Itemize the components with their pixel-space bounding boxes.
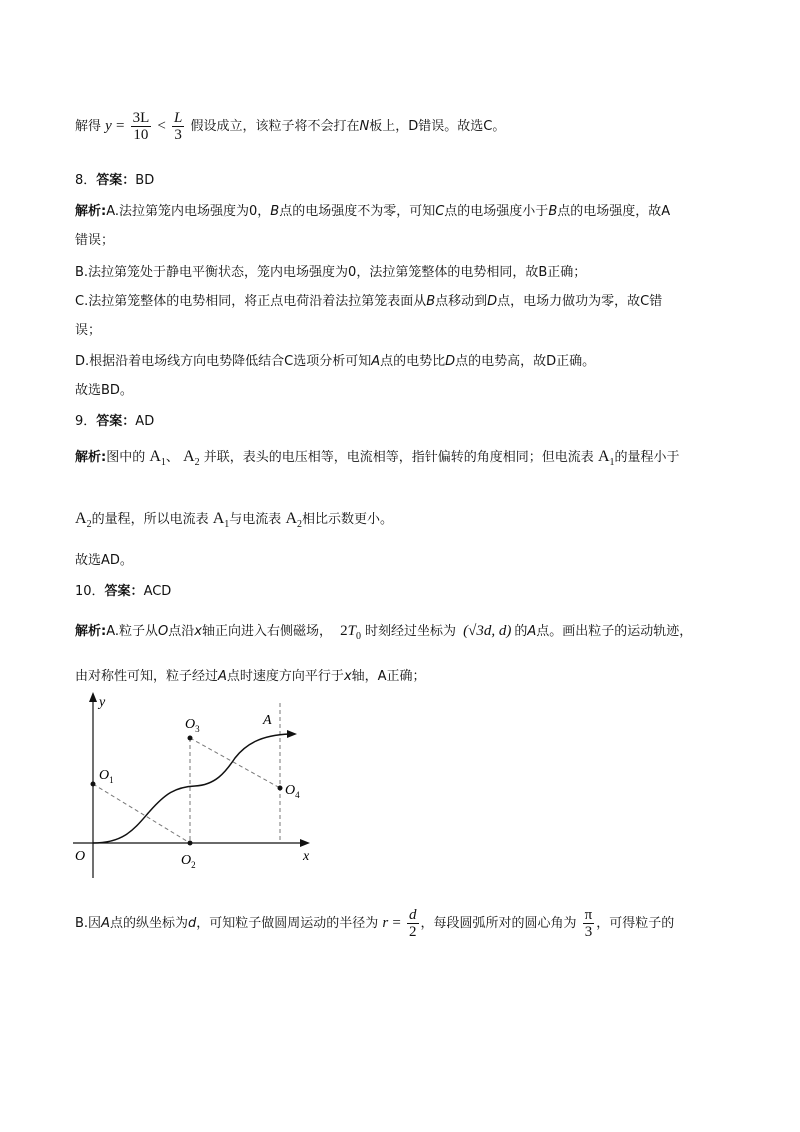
numerator: 3L	[132, 110, 150, 126]
fraction-3L-10	[131, 110, 152, 143]
o1-sub: 1	[109, 775, 114, 785]
text: B.因	[75, 916, 102, 931]
denominator: 3	[174, 127, 182, 143]
q8-header	[75, 172, 154, 190]
text: 并联，表头的电压相等，电流相等，指针偏转的角度相同；但电流表	[203, 450, 594, 465]
q8-analysis-d	[75, 353, 595, 371]
text: 轴，A正确；	[351, 669, 426, 684]
text: 板上，D错误。故选C。	[369, 119, 506, 134]
text: 相比示数更小。	[302, 512, 394, 527]
text: 点的电势比	[380, 354, 446, 369]
o1-label	[99, 768, 114, 785]
var: A	[527, 624, 537, 639]
text: 假设成立，该粒子将不会打在	[190, 119, 360, 134]
o4-letter: O	[285, 783, 296, 798]
subscript: 0	[355, 631, 361, 642]
text: 点，电场力做功为零，故C错	[497, 294, 663, 309]
text: A.粒子从	[106, 624, 159, 639]
text: 点的电场强度小于	[444, 204, 549, 219]
var: B	[548, 204, 558, 219]
q9-conclusion	[75, 552, 133, 570]
text: 故选BD。	[75, 383, 133, 398]
symbol: A	[149, 448, 161, 465]
less-than: <	[157, 118, 166, 134]
fraction-d-2	[407, 907, 419, 940]
trajectory-curve	[93, 734, 290, 843]
subscript: 2	[194, 457, 200, 468]
text: 、	[165, 450, 179, 465]
text: 的	[514, 624, 528, 639]
q9-analysis-line-1	[75, 448, 680, 472]
coordinate: (√3d, d)	[463, 623, 512, 639]
ammeter-A2	[183, 448, 200, 468]
time-2T0	[340, 623, 361, 642]
y-axis-label: y	[99, 695, 106, 710]
q8-analysis-a-cont	[75, 232, 114, 250]
text: 点。画出粒子的运动轨迹，	[536, 624, 693, 639]
ammeter-A1	[149, 448, 166, 468]
text: 的量程，所以电流表	[91, 512, 209, 527]
text: 点的电场强度，故A	[557, 204, 671, 219]
x-axis-arrow	[300, 839, 310, 847]
trajectory-figure	[65, 688, 325, 888]
question-number: 9．	[75, 414, 97, 429]
question-number: 10．	[75, 584, 105, 599]
numerator: π	[584, 907, 593, 923]
o2-sub: 2	[191, 860, 196, 870]
text: 轴正向进入右侧磁场，	[201, 624, 332, 639]
subscript: 1	[224, 519, 230, 530]
dashed-o3-o4	[190, 738, 280, 788]
point-o4	[278, 786, 283, 791]
o3-sub: 3	[195, 724, 200, 734]
denominator: 3	[584, 924, 593, 940]
text: 与电流表	[229, 512, 282, 527]
text: C.法拉第笼整体的电势相同，将正点电荷沿着法拉第笼表面从	[75, 294, 427, 309]
q9-header	[75, 413, 154, 431]
o3-letter: O	[185, 717, 196, 732]
text: 点时速度方向平行于	[226, 669, 344, 684]
var-y: y	[105, 118, 112, 134]
ammeter-A1	[597, 448, 615, 468]
symbol: A	[597, 448, 610, 465]
coef: 2	[340, 623, 348, 639]
denominator: 2	[409, 924, 417, 940]
q8-analysis-a	[75, 203, 670, 221]
text: 由对称性可知，粒子经过	[75, 669, 219, 684]
ammeter-A2	[75, 510, 92, 530]
answer: BD	[135, 173, 155, 188]
ammeter-A2	[285, 510, 302, 530]
symbol: A	[75, 510, 87, 527]
text: 点的电势高，故D正确。	[455, 354, 596, 369]
var: A	[371, 354, 381, 369]
dashed-o1-o2	[93, 784, 190, 843]
subscript: 2	[297, 519, 302, 530]
answer-label: 答案：	[96, 414, 136, 429]
analysis-label: 解析:	[75, 204, 107, 219]
var: x	[343, 669, 352, 684]
q8-analysis-c-cont	[75, 322, 101, 340]
var: d	[187, 916, 197, 931]
var: D	[445, 354, 456, 369]
subscript: 1	[609, 457, 615, 468]
answer: AD	[135, 414, 155, 429]
text: 点的电场强度不为零，可知	[279, 204, 436, 219]
o3-label	[185, 717, 200, 734]
point-o2	[188, 841, 193, 846]
point-o3	[188, 736, 193, 741]
y-axis-arrow	[89, 692, 97, 702]
var: T	[347, 623, 356, 639]
point-o1	[91, 782, 96, 787]
subscript: 2	[86, 519, 92, 530]
trajectory-arrow	[287, 730, 297, 738]
text: 点移动到	[435, 294, 488, 309]
q10-analysis-b	[75, 907, 674, 940]
analysis-label: 解析:	[75, 450, 107, 465]
text: ，每段圆弧所对的圆心角为	[420, 916, 577, 931]
q10-analysis-line-2	[75, 668, 426, 686]
q10-header	[75, 583, 171, 601]
text: B.法拉第笼处于静电平衡状态，笼内电场强度为0，法拉第笼整体的电势相同，故B正确；	[75, 265, 587, 280]
denominator: 10	[133, 127, 149, 143]
var: A	[101, 916, 110, 931]
text: ，可得粒子的	[596, 916, 675, 931]
text: 图中的	[106, 450, 146, 465]
o1-letter: O	[99, 768, 110, 783]
fraction-pi-3	[583, 907, 595, 940]
subscript: 1	[160, 457, 166, 468]
numerator: d	[409, 907, 417, 923]
text: A.法拉第笼内电场强度为0，	[106, 204, 271, 219]
text: 点的纵坐标为	[109, 916, 188, 931]
q8-analysis-c	[75, 293, 662, 311]
ammeter-A1	[212, 510, 230, 530]
x-axis-label: x	[303, 849, 310, 864]
var-N: N	[359, 119, 370, 134]
text: 点沿	[168, 624, 195, 639]
var-r: r	[382, 915, 389, 931]
o4-sub: 4	[295, 790, 300, 800]
text: 解得	[75, 119, 102, 134]
text: 误；	[75, 323, 102, 338]
question-number: 8．	[75, 173, 97, 188]
answer: ACD	[143, 584, 172, 599]
symbol: A	[183, 448, 195, 465]
origin-label: O	[75, 849, 86, 864]
answer-label: 答案：	[96, 173, 136, 188]
var: x	[194, 624, 202, 639]
var: A	[218, 669, 227, 684]
var: D	[487, 294, 498, 309]
q10-analysis-line-1	[75, 622, 692, 646]
var: O	[158, 624, 169, 639]
o2-letter: O	[181, 853, 192, 868]
text: 错误；	[75, 233, 115, 248]
q9-analysis-line-2	[75, 510, 393, 534]
text: ，可知粒子做圆周运动的半径为	[196, 916, 379, 931]
equals: =	[392, 915, 401, 931]
q8-analysis-b	[75, 264, 586, 282]
var: C	[435, 204, 445, 219]
q8-conclusion	[75, 382, 133, 400]
text: D.根据沿着电场线方向电势降低结合C选项分析可知	[75, 354, 372, 369]
text: 故选AD。	[75, 553, 133, 568]
equals: =	[115, 118, 125, 134]
numerator: L	[174, 110, 183, 126]
o2-label	[181, 853, 196, 870]
symbol: A	[285, 510, 297, 527]
o4-label	[285, 783, 300, 800]
text: 时刻经过坐标为	[364, 624, 456, 639]
analysis-label: 解析:	[75, 624, 107, 639]
fraction-L-3	[172, 110, 184, 143]
solution-line-1	[75, 110, 505, 143]
text: 的量程小于	[614, 450, 680, 465]
a-label: A	[263, 713, 272, 728]
var: B	[426, 294, 436, 309]
symbol: A	[212, 510, 225, 527]
answer-label: 答案：	[104, 584, 144, 599]
var: B	[270, 204, 280, 219]
